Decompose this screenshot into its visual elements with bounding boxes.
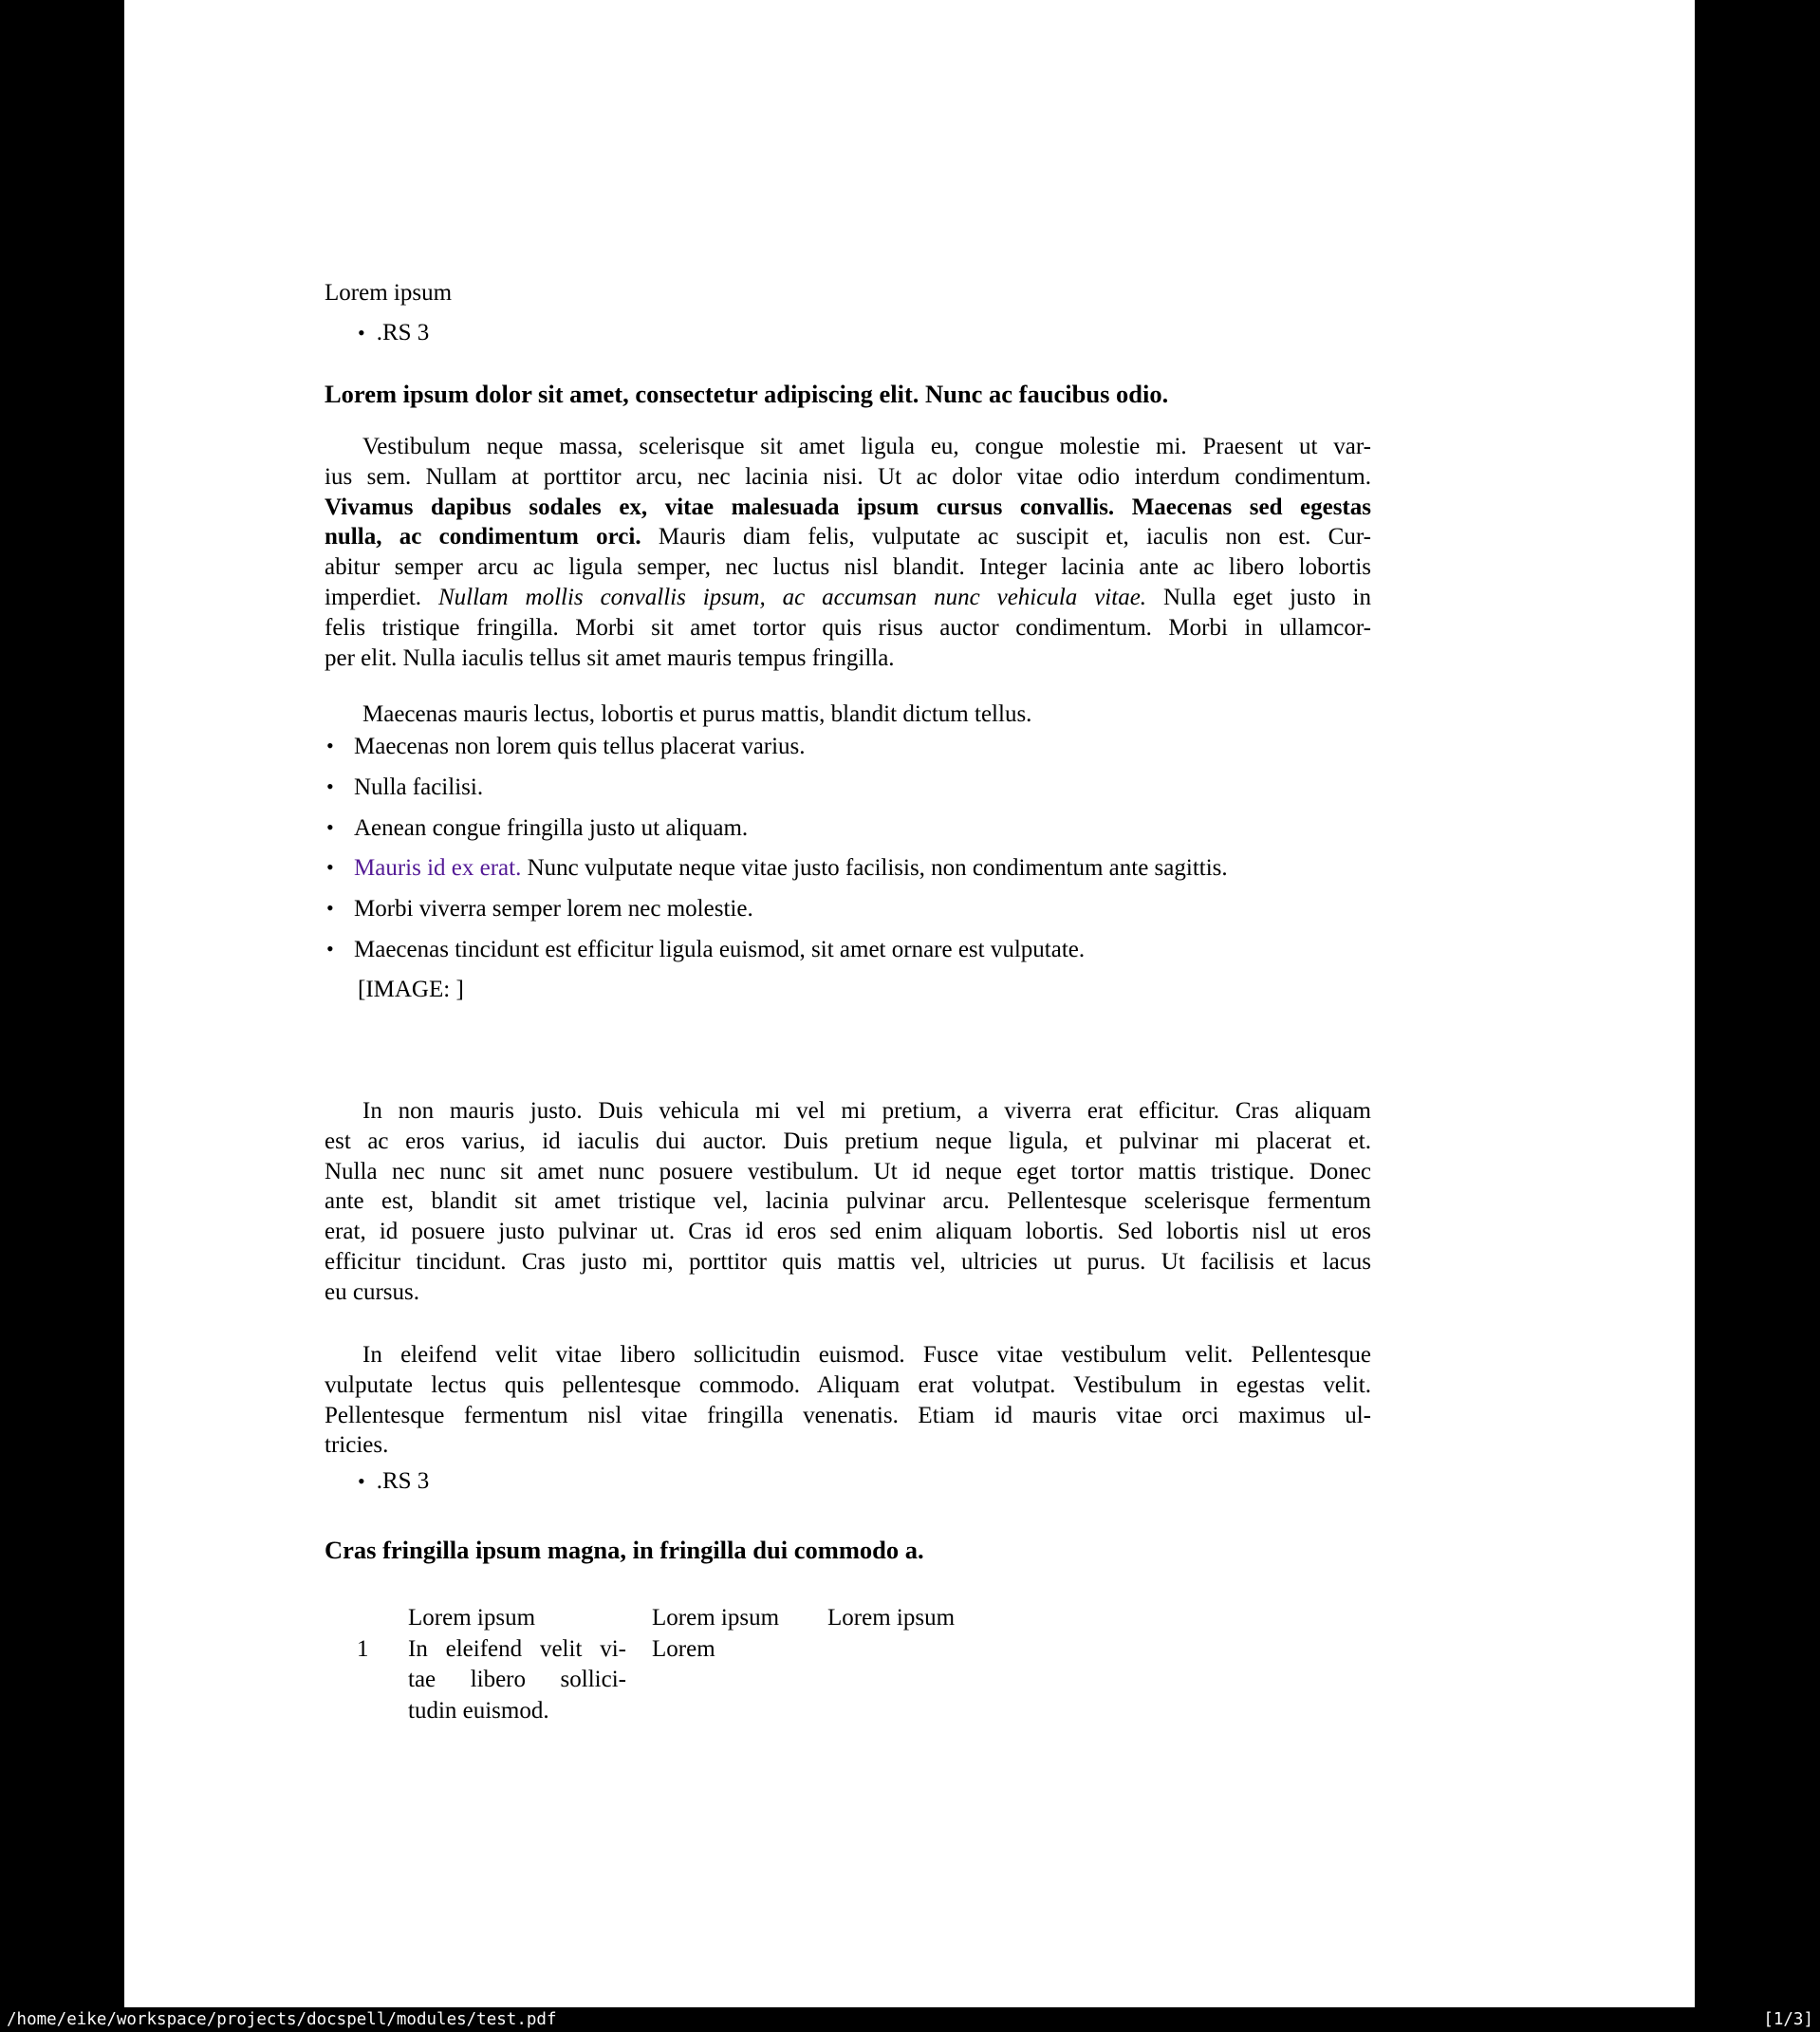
statusbar (0, 2007, 1820, 2032)
bullet-icon: • (326, 855, 334, 880)
text-run: Vestibulum neque massa, scelerisque sit amet ligula eu, congue molestie mi. Praesent ut var- (362, 434, 1371, 459)
table-cell-line: tae libero sollici- (408, 1667, 626, 1692)
text-run: felis tristique fringilla. Morbi sit amet tortor quis risus auctor condimentum. Morbi in ullamcor- (325, 614, 1371, 641)
table-cell-line: In eleifend velit vi- (408, 1635, 626, 1662)
list-item (325, 732, 1371, 762)
text-line (325, 1370, 1371, 1401)
image-placeholder: [IMAGE: ] (358, 977, 464, 1002)
section-heading-1: Lorem ipsum dolor sit amet, consectetur adipiscing elit. Nunc ac faucibus odio. (325, 380, 1169, 408)
list-item-text (354, 855, 1228, 881)
text-run: In non mauris justo. Duis vehicula mi vel mi pretium, a viverra erat efficitur. Cras aliquam (362, 1098, 1371, 1124)
text-run: Maecenas tincidunt est efficitur ligula euismod, sit amet ornare est vulputate. (354, 936, 1086, 962)
text-run: Maecenas non lorem quis tellus placerat varius. (354, 734, 806, 759)
bullet-icon: • (358, 321, 365, 345)
paragraph-3 (325, 1340, 1371, 1461)
bullet-icon: • (326, 896, 334, 921)
text-line (325, 643, 1371, 674)
text-run: eu cursus. (325, 1278, 419, 1305)
list-item-text (354, 774, 483, 800)
bullet-icon: • (326, 774, 334, 798)
text-line (325, 493, 1371, 523)
text-run: erat, id posuere justo pulvinar ut. Cras id eros sed enim aliquam lobortis. Sed lobortis nisl ut eros (325, 1219, 1371, 1245)
table-cell-line: tudin euismod. (408, 1697, 549, 1724)
list-item (325, 894, 1371, 924)
text-run: Maecenas mauris lectus, lobortis et purus mattis, blandit dictum tellus. (362, 701, 1032, 727)
text-run: nulla, ac condimentum orci. (325, 524, 641, 550)
text-run: est ac eros varius, id iaculis dui auctor. Duis pretium neque ligula, et pulvinar mi placerat et. (325, 1128, 1371, 1154)
text-line (325, 1401, 1371, 1431)
list-item-text (354, 937, 1085, 962)
text-line (325, 583, 1371, 613)
text-line (325, 552, 1371, 583)
table-cell (652, 1634, 827, 1727)
list-item-text (354, 896, 753, 922)
text-line (325, 1217, 1371, 1247)
rs-macro-line-1 (358, 318, 1404, 348)
text-run: Nunc vulputate neque vitae justo facilisis, non condimentum ante sagittis. (521, 855, 1228, 882)
pdf-link[interactable]: Mauris id ex erat. (354, 855, 522, 882)
text-run: abitur semper arcu ac ligula semper, nec luctus nisl blandit. Integer lacinia ante ac libero lobortis (325, 554, 1371, 581)
bullet-icon: • (326, 734, 334, 757)
list-item (325, 853, 1371, 884)
paragraph-2 (325, 1096, 1371, 1308)
text-line (325, 1157, 1371, 1187)
intro-line: Lorem ipsum (325, 280, 453, 306)
text-line (325, 1247, 1371, 1277)
rs-macro-text: .RS 3 (376, 320, 430, 345)
text-run: Pellentesque fermentum nisl vitae fringilla venenatis. Etiam id mauris vitae orci maximus ul- (325, 1402, 1371, 1428)
list-item (325, 813, 1371, 844)
text-run: tricies. (325, 1432, 389, 1459)
text-run: Nulla eget justo in (1146, 584, 1371, 610)
text-run: In eleifend velit vitae libero sollicitudin euismod. Fusce vitae vestibulum velit. Pellentesque (362, 1342, 1371, 1368)
text-run: vulputate lectus quis pellentesque commodo. Aliquam erat volutpat. Vestibulum in egestas velit. (325, 1371, 1371, 1398)
list-item (325, 773, 1371, 803)
text-run: Nullam mollis convallis ipsum, ac accumsan nunc vehicula vitae. (437, 584, 1147, 610)
text-run: Mauris diam felis, vulputate ac suscipit et, iaculis non est. Cur- (641, 524, 1371, 550)
table-cell (408, 1634, 652, 1727)
bullet-icon: • (326, 814, 334, 839)
table-header-cell: Lorem ipsum (827, 1605, 956, 1631)
paragraph-lectus (325, 699, 1371, 730)
text-line (325, 1127, 1371, 1157)
text-run: per elit. Nulla iaculis tellus sit amet mauris tempus fringilla. (325, 644, 895, 671)
text-line (325, 462, 1371, 493)
paragraph-1 (325, 432, 1371, 673)
bullet-list (325, 732, 1371, 976)
text-run: ante est, blandit sit amet tristique vel, lacinia pulvinar arcu. Pellentesque scelerisque fermentum (325, 1188, 1371, 1215)
table-corner-cell (357, 1603, 408, 1634)
text-line (325, 613, 1371, 643)
text-line (325, 432, 1371, 462)
list-item (325, 935, 1371, 965)
text-run: Aenean congue fringilla justo ut aliquam. (354, 814, 749, 841)
text-line (325, 522, 1371, 552)
table-cell-line: Lorem (652, 1635, 715, 1662)
statusbar-page-indicator: [1/3] (1763, 2010, 1813, 2029)
pdf-page[interactable] (124, 0, 1695, 2007)
text-run: Nulla nec nunc sit amet nunc posuere vestibulum. Ut id neque eget tortor mattis tristique. Donec (325, 1158, 1371, 1184)
text-run: efficitur tincidunt. Cras justo mi, porttitor quis mattis vel, ultricies ut purus. Ut facilisis et lacus (325, 1248, 1371, 1275)
text-line (325, 1186, 1371, 1217)
table-header-cell: Lorem ipsum (408, 1605, 536, 1631)
rs-macro-text: .RS 3 (376, 1468, 430, 1494)
text-run: ius sem. Nullam at porttitor arcu, nec lacinia nisi. Ut ac dolor vitae odio interdum condimentum. (325, 463, 1371, 490)
rs-macro-line-2 (358, 1466, 1404, 1497)
table (357, 1603, 1046, 1726)
text-run: Nulla facilisi. (354, 774, 484, 800)
table-header-cell: Lorem ipsum (652, 1605, 780, 1631)
statusbar-file-path: /home/eike/workspace/projects/docspell/modules/test.pdf (7, 2010, 557, 2029)
list-item-text (354, 815, 748, 841)
bullet-icon: • (326, 936, 334, 960)
table-cell (827, 1634, 1046, 1727)
list-item-text (354, 734, 806, 759)
section-heading-2: Cras fringilla ipsum magna, in fringilla dui commodo a. (325, 1536, 924, 1564)
bullet-icon: • (358, 1469, 365, 1493)
text-line (325, 1096, 1371, 1127)
text-line (325, 1340, 1371, 1370)
text-line (325, 1277, 1371, 1308)
text-run: Morbi viverra semper lorem nec molestie. (354, 896, 753, 923)
table-row-number: 1 (357, 1635, 369, 1662)
text-run: Vivamus dapibus sodales ex, vitae malesuada ipsum cursus convallis. Maecenas sed egestas (325, 494, 1371, 520)
text-line (325, 699, 1371, 730)
text-line (325, 1430, 1371, 1461)
text-run: imperdiet. (325, 584, 438, 610)
